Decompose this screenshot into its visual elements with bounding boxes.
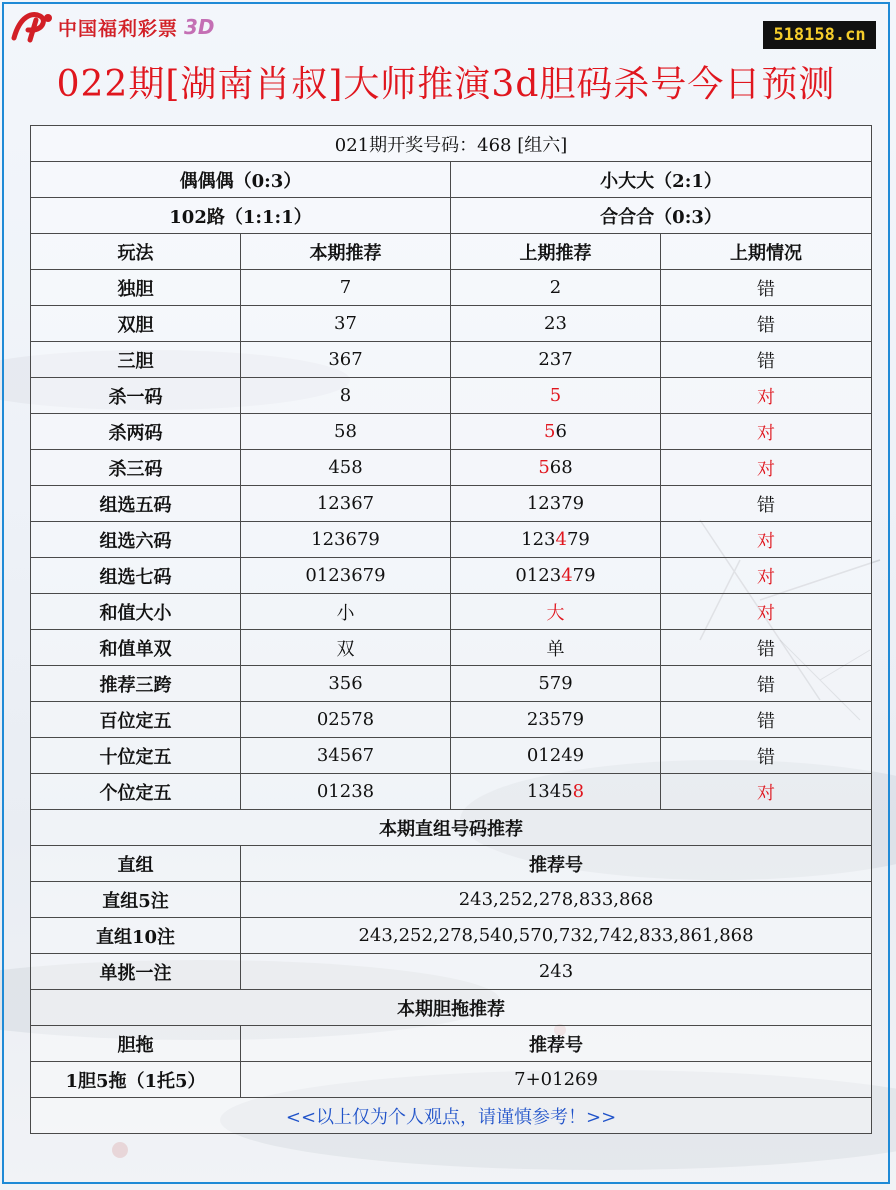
previous-pick-segment: 79 [572, 565, 596, 586]
previous-pick-segment: 大 [546, 602, 565, 624]
previous-pick-segment: 8 [572, 781, 585, 802]
section-col-value: 推荐号 [241, 846, 872, 882]
odd-even-pattern: 偶偶偶（0:3） [31, 162, 451, 198]
previous-result: 对 [661, 594, 872, 630]
previous-result: 错 [661, 666, 872, 702]
current-pick: 37 [241, 306, 451, 342]
recommend-label: 1胆5拖（1托5） [31, 1062, 241, 1098]
previous-pick-segment: 0123 [515, 565, 562, 586]
footer-row [31, 1098, 872, 1134]
previous-pick-segment: 5 [538, 457, 550, 478]
prediction-row [31, 342, 872, 378]
previous-result: 错 [661, 702, 872, 738]
previous-pick-segment: 2 [549, 277, 562, 298]
previous-pick [451, 738, 661, 774]
previous-result: 对 [661, 450, 872, 486]
column-header-row [31, 234, 872, 270]
current-pick: 356 [241, 666, 451, 702]
previous-pick [451, 378, 661, 414]
prediction-row [31, 774, 872, 810]
current-pick: 123679 [241, 522, 451, 558]
last-draw-text: 021期开奖号码：468 [组六] [31, 126, 872, 162]
site-badge[interactable]: 518158.cn [763, 21, 876, 49]
recommend-row [31, 882, 872, 918]
play-type: 推荐三跨 [31, 666, 241, 702]
section-col-label: 胆拖 [31, 1026, 241, 1062]
play-type: 个位定五 [31, 774, 241, 810]
previous-pick [451, 306, 661, 342]
col-header-result: 上期情况 [661, 234, 872, 270]
recommend-label: 直组5注 [31, 882, 241, 918]
previous-pick [451, 450, 661, 486]
play-type: 十位定五 [31, 738, 241, 774]
recommend-numbers: 7+01269 [241, 1062, 872, 1098]
previous-result: 错 [661, 306, 872, 342]
last-draw-row [31, 126, 872, 162]
previous-pick-segment: 1345 [526, 781, 573, 802]
current-pick: 7 [241, 270, 451, 306]
recommend-numbers: 243,252,278,833,868 [241, 882, 872, 918]
play-type: 杀两码 [31, 414, 241, 450]
play-type: 三胆 [31, 342, 241, 378]
prediction-row [31, 378, 872, 414]
current-pick: 8 [241, 378, 451, 414]
previous-result: 错 [661, 270, 872, 306]
play-type: 组选七码 [31, 558, 241, 594]
recommend-row [31, 918, 872, 954]
prediction-row [31, 414, 872, 450]
section-header-row [31, 846, 872, 882]
page-title: 022期[湖南肖叔]大师推演3d胆码杀号今日预测 [56, 64, 836, 105]
prediction-row [31, 630, 872, 666]
recommend-numbers: 243,252,278,540,570,732,742,833,861,868 [241, 918, 872, 954]
play-type: 组选五码 [31, 486, 241, 522]
footer-note: <<以上仅为个人观点，请谨慎参考！>> [31, 1098, 872, 1134]
previous-result: 对 [661, 774, 872, 810]
current-pick: 0123679 [241, 558, 451, 594]
play-type: 百位定五 [31, 702, 241, 738]
previous-pick [451, 630, 661, 666]
prediction-row [31, 306, 872, 342]
current-pick: 367 [241, 342, 451, 378]
lottery-logo [10, 10, 215, 44]
previous-pick-segment: 5 [544, 421, 556, 442]
section-col-value: 推荐号 [241, 1026, 872, 1062]
previous-result: 对 [661, 522, 872, 558]
play-type: 独胆 [31, 270, 241, 306]
prediction-row [31, 486, 872, 522]
play-type: 杀一码 [31, 378, 241, 414]
previous-pick-segment: 6 [555, 421, 567, 442]
previous-pick-segment: 4 [555, 529, 567, 550]
col-header-prev: 上期推荐 [451, 234, 661, 270]
previous-result: 对 [661, 378, 872, 414]
previous-pick [451, 594, 661, 630]
lottery-logo-icon [10, 10, 54, 44]
previous-pick [451, 414, 661, 450]
previous-pick-segment: 68 [549, 457, 573, 478]
current-pick: 12367 [241, 486, 451, 522]
previous-pick-segment: 23579 [526, 709, 585, 730]
section-title-row [31, 810, 872, 846]
recommend-row [31, 954, 872, 990]
previous-pick [451, 486, 661, 522]
previous-pick-segment: 23 [544, 313, 567, 334]
previous-pick [451, 342, 661, 378]
recommend-numbers: 243 [241, 954, 872, 990]
previous-pick-segment: 579 [538, 673, 573, 694]
previous-result: 错 [661, 738, 872, 774]
previous-pick [451, 270, 661, 306]
road-pattern: 102路（1:1:1） [31, 198, 451, 234]
previous-pick [451, 666, 661, 702]
play-type: 组选六码 [31, 522, 241, 558]
col-header-play: 玩法 [31, 234, 241, 270]
prediction-row [31, 738, 872, 774]
current-pick: 小 [241, 594, 451, 630]
current-pick: 01238 [241, 774, 451, 810]
prediction-row [31, 558, 872, 594]
recommend-label: 直组10注 [31, 918, 241, 954]
previous-result: 对 [661, 414, 872, 450]
col-header-current: 本期推荐 [241, 234, 451, 270]
previous-pick-segment: 123 [521, 529, 556, 550]
section-title: 本期胆拖推荐 [31, 990, 872, 1026]
current-pick: 34567 [241, 738, 451, 774]
previous-pick-segment: 12379 [526, 493, 585, 514]
logo-3d: 3D [184, 15, 215, 39]
prime-composite-pattern: 合合合（0:3） [451, 198, 872, 234]
current-pick: 双 [241, 630, 451, 666]
previous-result: 错 [661, 486, 872, 522]
play-type: 和值大小 [31, 594, 241, 630]
current-pick: 458 [241, 450, 451, 486]
play-type: 双胆 [31, 306, 241, 342]
section-title-row [31, 990, 872, 1026]
prediction-table [30, 125, 872, 1134]
prediction-row [31, 270, 872, 306]
previous-pick-segment: 237 [538, 349, 573, 370]
previous-pick [451, 558, 661, 594]
section-title: 本期直组号码推荐 [31, 810, 872, 846]
previous-pick-segment: 5 [549, 385, 562, 406]
prediction-row [31, 522, 872, 558]
pattern-row-1 [31, 162, 872, 198]
previous-result: 对 [661, 558, 872, 594]
previous-pick-segment: 单 [546, 638, 565, 660]
previous-pick-segment: 01249 [526, 745, 585, 766]
current-pick: 02578 [241, 702, 451, 738]
previous-pick [451, 702, 661, 738]
prediction-row [31, 450, 872, 486]
prediction-row [31, 666, 872, 702]
big-small-pattern: 小大大（2:1） [451, 162, 872, 198]
previous-result: 错 [661, 342, 872, 378]
previous-pick-segment: 79 [566, 529, 590, 550]
previous-result: 错 [661, 630, 872, 666]
play-type: 杀三码 [31, 450, 241, 486]
pattern-row-2 [31, 198, 872, 234]
section-header-row [31, 1026, 872, 1062]
prediction-row [31, 702, 872, 738]
recommend-row [31, 1062, 872, 1098]
recommend-label: 单挑一注 [31, 954, 241, 990]
section-col-label: 直组 [31, 846, 241, 882]
play-type: 和值单双 [31, 630, 241, 666]
previous-pick [451, 522, 661, 558]
prediction-row [31, 594, 872, 630]
previous-pick [451, 774, 661, 810]
current-pick: 58 [241, 414, 451, 450]
previous-pick-segment: 4 [561, 565, 573, 586]
logo-text: 中国福利彩票 [58, 17, 179, 40]
